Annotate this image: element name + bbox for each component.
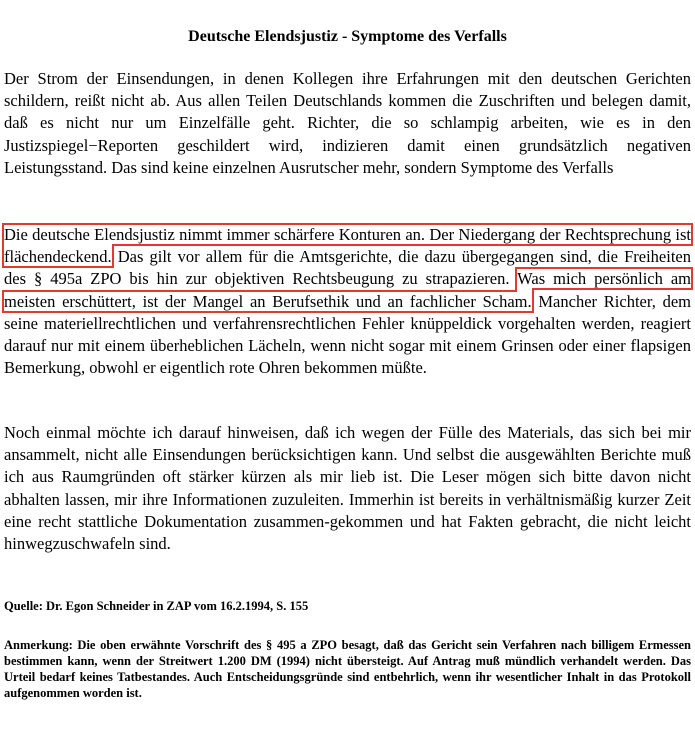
paragraph-text-middle: Das gilt vor allem für die Amtsgerichte, die dazu übergegangen sind, die Freiheiten des § 495a ZPO bis hin zur objektiven Rechtsbeugung zu strapazieren.: [4, 247, 691, 289]
paragraph-intro: Der Strom der Einsendungen, in denen Kollegen ihre Erfahrungen mit den deutschen Gerichten schildern, reißt nicht ab. Aus allen Teilen Deutschlands kommen die Zuschriften und belegen damit, daß es nicht nur um Einzelfälle geht. Richter, die so schlampig arbeiten, wie es in den Justizspiegel−Reporten geschildert wird, indizieren damit einen grundsätzlich negativen Leistungsstand. Das sind keine einzelnen Ausrutscher mehr, sondern Symptome des Verfalls: [4, 69, 691, 177]
paragraph-highlighted: [4, 224, 691, 379]
highlight-box-2: Was mich persönlich am meisten erschüttert, ist der Mangel an Berufsethik und an fachlicher Scham.: [4, 269, 691, 311]
footnote-annotation: Anmerkung: Die oben erwähnte Vorschrift des § 495 a ZPO besagt, daß das Gericht sein Verfahren nach billigem Ermessen bestimmen kann, wenn der Streitwert 1.200 DM (1994) nicht übersteigt. Auf Antrag muß mündlich verhandelt werden. Das Urteil bedarf keines Tatbestandes. Auch Entscheidungsgründe sind entbehrlich, wenn ihr wesentlicher Inhalt in das Protokoll aufgenommen worden ist.: [4, 638, 691, 700]
paragraph-closing: Noch einmal möchte ich darauf hinweisen, daß ich wegen der Fülle des Materials, das sich bei mir ansammelt, nicht alle Einsendungen berücksichtigen kann. Und selbst die ausgewählten Berichte muß ich aus Raumgründen oft stärker kürzen als mir lieb ist. Die Leser mögen sich bitte davon nicht abhalten lassen, mir ihre Informationen zuzuleiten. Immerhin ist bereits in verhältnismäßig kurzer Zeit eine recht stattliche Dokumentation zusammen-gekommen und hat Fakten gebracht, die nicht leicht hinwegzuschwafeln sind.: [4, 423, 691, 554]
paragraph-text-tail: Mancher Richter, dem seine materiellrechtlichen und verfahrensrechtlichen Fehler knüppeldick vorgehalten werden, reagiert darauf nur mit einem überheblichen Lächeln, wenn nicht sogar mit einem Grinsen oder einer flapsigen Bemerkung, obwohl er eigentlich rote Ohren bekommen müßte.: [4, 291, 691, 378]
source-citation: Quelle: Dr. Egon Schneider in ZAP vom 16.2.1994, S. 155: [4, 599, 309, 613]
highlight-box-1: Die deutsche Elendsjustiz nimmt immer schärfere Konturen an. Der Niedergang der Rechtsprechung ist flächendeckend.: [4, 225, 691, 267]
page-title: Deutsche Elendsjustiz - Symptome des Verfalls: [188, 28, 507, 45]
